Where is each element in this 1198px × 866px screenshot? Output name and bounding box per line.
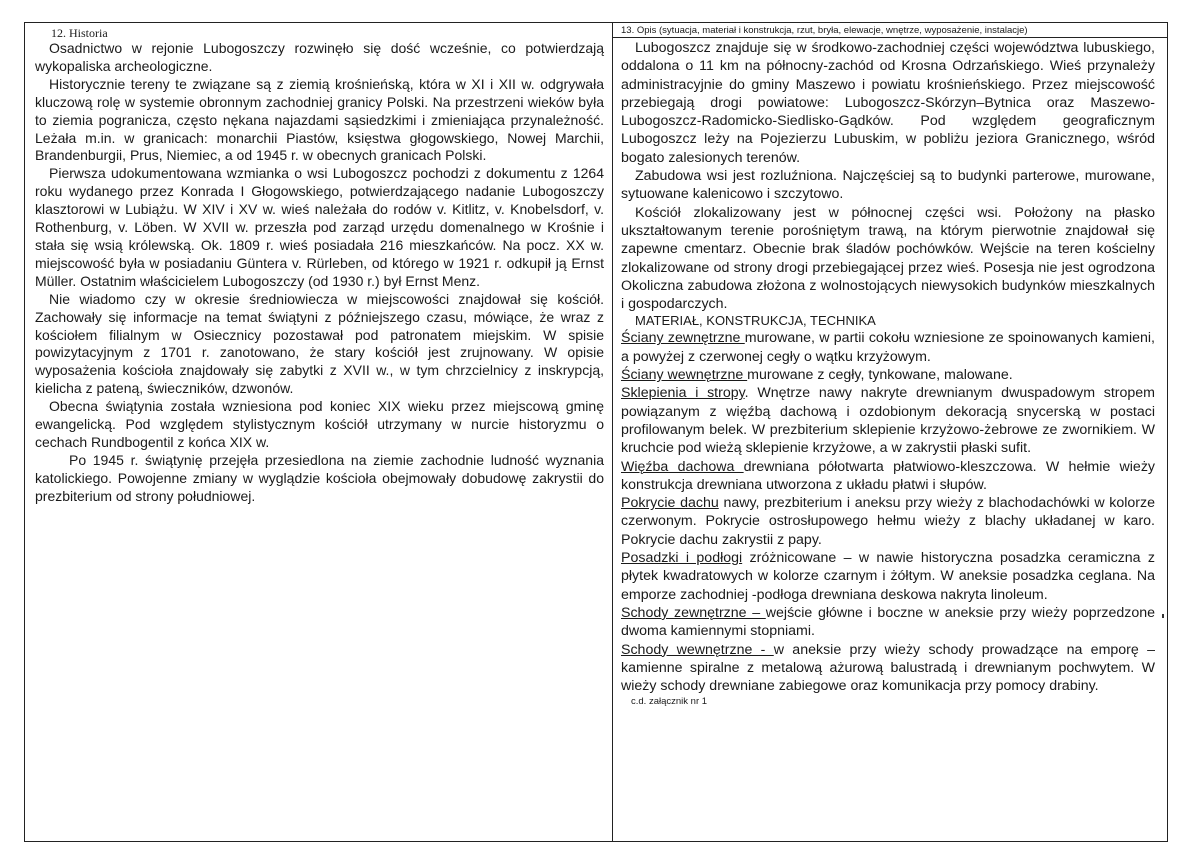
history-paragraph-3: Pierwsza udokumentowana wzmianka o wsi Lubogoszcz pochodzi z dokumentu z 1264 roku wydanego przez Konrada I Głogowskiego, potwierdzającego nadanie Lubogoszczy klasztorowi w Lubiążu. W XIV i XV w. wieś należała do rodów v. Kitlitz, v. Knobelsdorf, v. Rothenburg, v. Löben. W XVII w. przeszła pod zarząd urzędu domenalnego w Krośnie i stała się wsią królewską. Ok. 1809 r. wieś posiadała 216 mieszkańców. Na pocz. XX w. miejscowość była w posiadaniu Güntera v. Rürleben, od którego w 1921 r. odkupił ją Ernst Müller. Ostatnim właścicielem Lubogoszczy (od 1930 r.) był Ernst Menz.: [35, 165, 604, 289]
item-text: murowane, w partii cokołu wzniesione ze spoinowanych kamieni, a powyżej z czerwonej cegły o wątku krzyżowym.: [621, 330, 1155, 365]
item-label: Schody wewnętrzne -: [621, 641, 774, 658]
item-label: Schody zewnętrzne –: [621, 604, 766, 621]
item-label: Ściany zewnętrzne: [621, 330, 745, 347]
item-text: wejście główne i boczne w aneksie przy wieży poprzedzone dwoma kamiennymi stopniami.: [621, 604, 1155, 640]
description-paragraph-1: Lubogoszcz znajduje się w środkowo-zachodniej części województwa lubuskiego, oddalona o 11 km na północny-zachód od Krosna Odrzańskiego. Wieś przynależy administracyjnie do gminy Maszewo i powiatu krośnieńskiego. Przez miejscowość przebiegają drogi powiatowe: Lubogoszcz-Skórzyn–Bytnica oraz Maszewo-Lubogoszcz-Radomicko-Siedlisko-Gądków. Pod względem geograficznym Lubogoszcz leży na Pojezierzu Lubuskim, w pobliżu jeziora Granicznego, wśród bogato zalesionych terenów.: [621, 40, 1155, 166]
item-text: drewniana półotwarta płatwiowo-kleszczowa. W hełmie wieży konstrukcja drewniana utworzona z układu płatwi i słupów.: [621, 458, 1156, 493]
item-text: zróżnicowane – w nawie historyczna posadzka ceramiczna z płytek kwadratowych w kolorze czarnym i żółtym. W aneksie posadzka ceglana. Na emporze zachodniej -podłoga drewniana deskowa nakryta linoleum.: [621, 550, 1156, 603]
history-paragraph-6: Po 1945 r. świątynię przejęła przesiedlona na ziemie zachodnie ludność wyznania katolickiego. Powojenne zmiany w wyglądzie kościoła obejmowały dobudowę zakrystii do prezbiterium od strony południowej.: [35, 451, 604, 504]
item-label: Sklepienia i stropy: [621, 385, 745, 402]
item-external-stairs: [621, 604, 1155, 641]
item-text: . Wnętrze nawy nakryte drewnianym dwuspadowym stropem powiązanym z więźbą dachową i ozdobionym dekoracją snycerską w postaci profilowanym belek. W prezbiterium sklepienie krzyżowo-żebrowe ze zwornikiem. W kruchcie pod wieżą sklepienie krzyżowe, a w zakrystii płaski sufit.: [621, 385, 1155, 457]
item-internal-walls: [621, 366, 1155, 384]
item-label: Ściany wewnętrzne: [621, 367, 748, 384]
history-paragraph-2: Historycznie tereny te związane są z ziemią krośnieńską, która w XI i XII w. odgrywała kluczową rolę w systemie obronnym zachodniej granicy Polski. Na przestrzeni wieków była to ziemia pogranicza, często nękana najazdami sąsiedzkimi i zmieniająca przynależność. Leżała m.in. w granicach: monarchii Piastów, księstwa głogowskiego, Nowej Marchii, Brandenburgii, Prus, Niemiec, a od 1945 r. w obecnych granicach Polski.: [35, 75, 604, 164]
item-text: nawy, prezbiterium i aneksu przy wieży z blachodachówki w kolorze czerwonym. Pokrycie ostrosłupowego hełmu wieży z blachy układanej w karo. Pokrycie dachu zakrystii z papy.: [621, 495, 1156, 548]
section-title: MATERIAŁ, KONSTRUKCJA, TECHNIKA: [635, 313, 876, 329]
item-label: Pokrycie dachu: [621, 495, 719, 512]
description-paragraph-2: Zabudowa wsi jest rozluźniona. Najczęściej są to budynki parterowe, murowane, sytuowane kalenicowo i szczytowo.: [621, 168, 1155, 203]
item-text: w aneksie przy wieży schody prowadzące na emporę – kamienne spiralne z metalową ażurową balustradą i drewnianym pochwytem. W wieży schody drewniane zabiegowe oraz komunikacja przy pomocy drabiny.: [621, 641, 1156, 695]
item-label: Więźba dachowa: [621, 458, 744, 475]
history-paragraph-1: Osadnictwo w rejonie Lubogoszczy rozwinęło się dość wcześnie, co potwierdzają wykopaliska archeologiczne.: [35, 40, 604, 74]
item-roof-truss: [621, 458, 1155, 495]
form-page: [24, 22, 1168, 842]
description-column: [613, 23, 1167, 841]
item-label: Posadzki i podłogi: [621, 550, 743, 567]
continuation-note: c.d. załącznik nr 1: [631, 696, 708, 708]
item-external-walls: [621, 329, 1155, 366]
description-paragraph-3: Kościół zlokalizowany jest w północnej części wsi. Położony na płasko ukształtowanym terenie porośniętym trawą, na którym pierwotnie znajdował się zapewne cmentarz. Obecnie brak śladów pochówków. Wejście na teren kościelny zlokalizowane od strony drogi przebiegającej przez wieś. Posesja nie jest ogrodzona Okoliczna zabudowa złożona z wolnostojących niewysokich budynków mieszkalnych i gospodarczych.: [621, 204, 1155, 313]
description-header: 13. Opis (sytuacja, materiał i konstrukcja, rzut, bryła, elewacje, wnętrze, wyposażenie, instalacje): [613, 24, 1167, 38]
item-text: murowane z cegły, tynkowane, malowane.: [747, 367, 1013, 384]
scan-mark: [1162, 614, 1164, 618]
history-paragraph-4: Nie wiadomo czy w okresie średniowiecza w miejscowości znajdował się kościół. Zachowały się informacje na temat świątyni z późniejszego czasu, mówiące, że wraz z kościołem filialnym w Osiecznicy pozostawał pod patronatem miejskim. W spisie powizytacyjnym z 1701 r. zanotowano, że stary kościół jest zrujnowany. W opisie wyposażenia kościoła znajdowały się zabytki z XVII w., w tym chrzcielnicy z inskrypcją, kielicha z pateną, świeczników, dzwonów.: [35, 290, 604, 397]
item-vaults-ceilings: [621, 384, 1155, 457]
history-header: 12. Historia: [51, 26, 108, 40]
item-floors: [621, 549, 1155, 604]
item-internal-stairs: [621, 641, 1155, 696]
history-paragraph-5: Obecna świątynia została wzniesiona pod koniec XIX wieku przez miejscową gminę ewangelicką. Pod względem stylistycznym kościół utrzymany w nurcie historyzmu o cechach Rundbogentil z końca XIX w.: [35, 398, 604, 450]
history-column: [25, 23, 613, 841]
item-roof-covering: [621, 494, 1155, 549]
